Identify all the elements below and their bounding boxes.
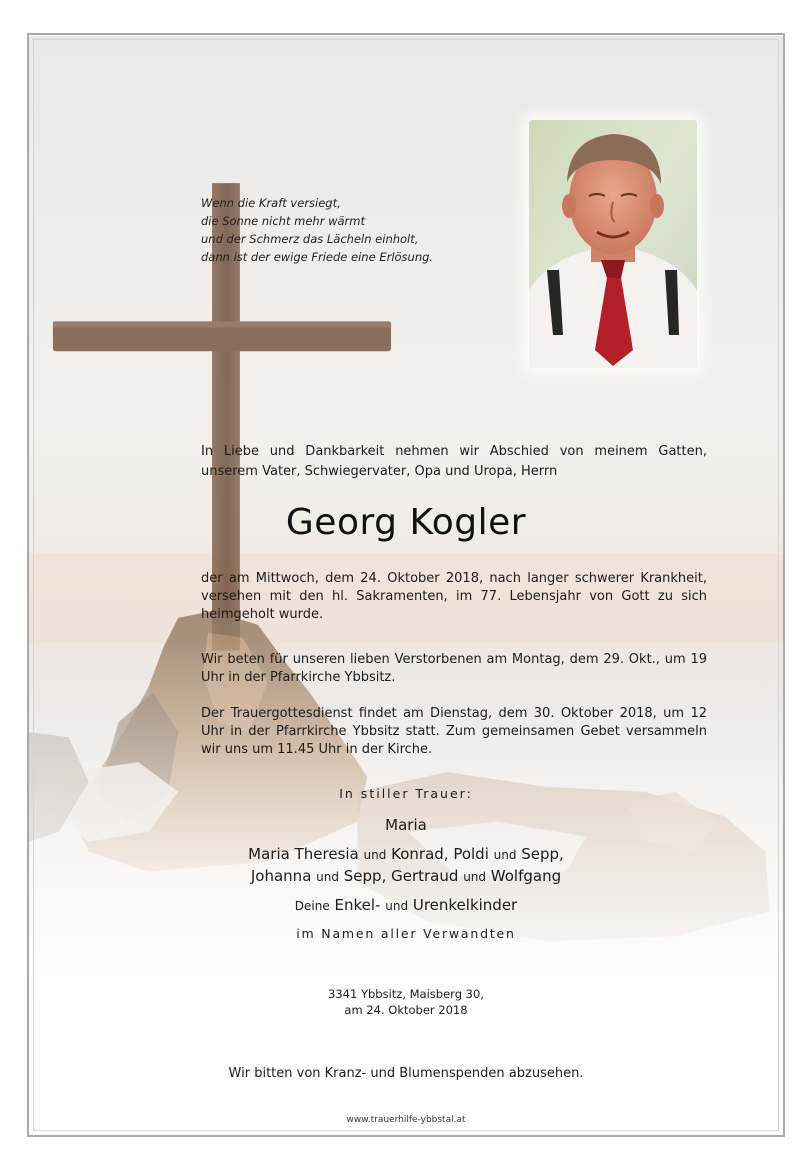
family-connector: und (463, 870, 487, 884)
poem-line: die Sonne nicht mehr wärmt (201, 214, 365, 228)
family-grandchildren (29, 894, 783, 917)
mourning-heading: In stiller Trauer: (339, 786, 473, 801)
intro-text: In Liebe und Dankbarkeit nehmen wir Abschied von meinem Gatten, unserem Vater, Schwiegervater, Opa und Uropa, Herrn (201, 444, 707, 479)
deceased-name: Georg Kogler (285, 502, 527, 543)
address-line-2: am 24. Oktober 2018 (344, 1003, 468, 1017)
poem-line: dann ist der ewige Friede eine Erlösung. (201, 250, 434, 264)
portrait-photo (529, 120, 697, 368)
poem-line: Wenn die Kraft versiegt, (201, 196, 341, 210)
poem-line: und der Schmerz das Lächeln einholt, (201, 232, 419, 246)
poem (201, 194, 501, 266)
family-name: Sepp, Gertraud (343, 867, 459, 885)
website-link[interactable]: www.trauerhilfe-ybbstal.at (346, 1115, 466, 1125)
family-children-line-1 (29, 843, 783, 866)
family-name: Wolfgang (490, 867, 562, 885)
family-name: Enkel- (334, 896, 381, 914)
prayer-paragraph: Wir beten für unseren lieben Verstorbenen am Montag, dem 29. Okt., um 19 Uhr in der Pfarrkirche Ybbsitz. (201, 652, 707, 685)
family-connector: und (385, 899, 409, 913)
relatives-line: im Namen aller Verwandten (296, 926, 516, 941)
funeral-service-paragraph: Der Trauergottesdienst findet am Dienstag, dem 30. Oktober 2018, um 12 Uhr in der Pfarrkirche Ybbsitz statt. Zum gemeinsamen Gebet versammeln wir uns um 11.45 Uhr in der Kirche. (201, 706, 707, 757)
death-notice-paragraph: der am Mittwoch, dem 24. Oktober 2018, nach langer schwerer Krankheit, versehen mit den hl. Sakramenten, im 77. Lebensjahr von Gott zu sich heimgeholt wurde. (201, 571, 707, 622)
family-connector: und (493, 848, 517, 862)
family-children-line-2 (29, 865, 783, 888)
flowers-note: Wir bitten von Kranz- und Blumenspenden abzusehen. (228, 1066, 584, 1081)
address-line-1: 3341 Ybbsitz, Maisberg 30, (328, 987, 484, 1001)
family-name: Konrad, Poldi (391, 845, 489, 863)
family-name: Maria Theresia (248, 845, 359, 863)
obituary-card (27, 33, 785, 1137)
family-connector: und (363, 848, 387, 862)
family-name: Urenkelkinder (412, 896, 518, 914)
family-wife: Maria (385, 816, 427, 834)
family-name: Johanna (250, 867, 312, 885)
family-name: Sepp, (521, 845, 564, 863)
family-connector: Deine (294, 899, 330, 913)
family-connector: und (316, 870, 339, 884)
